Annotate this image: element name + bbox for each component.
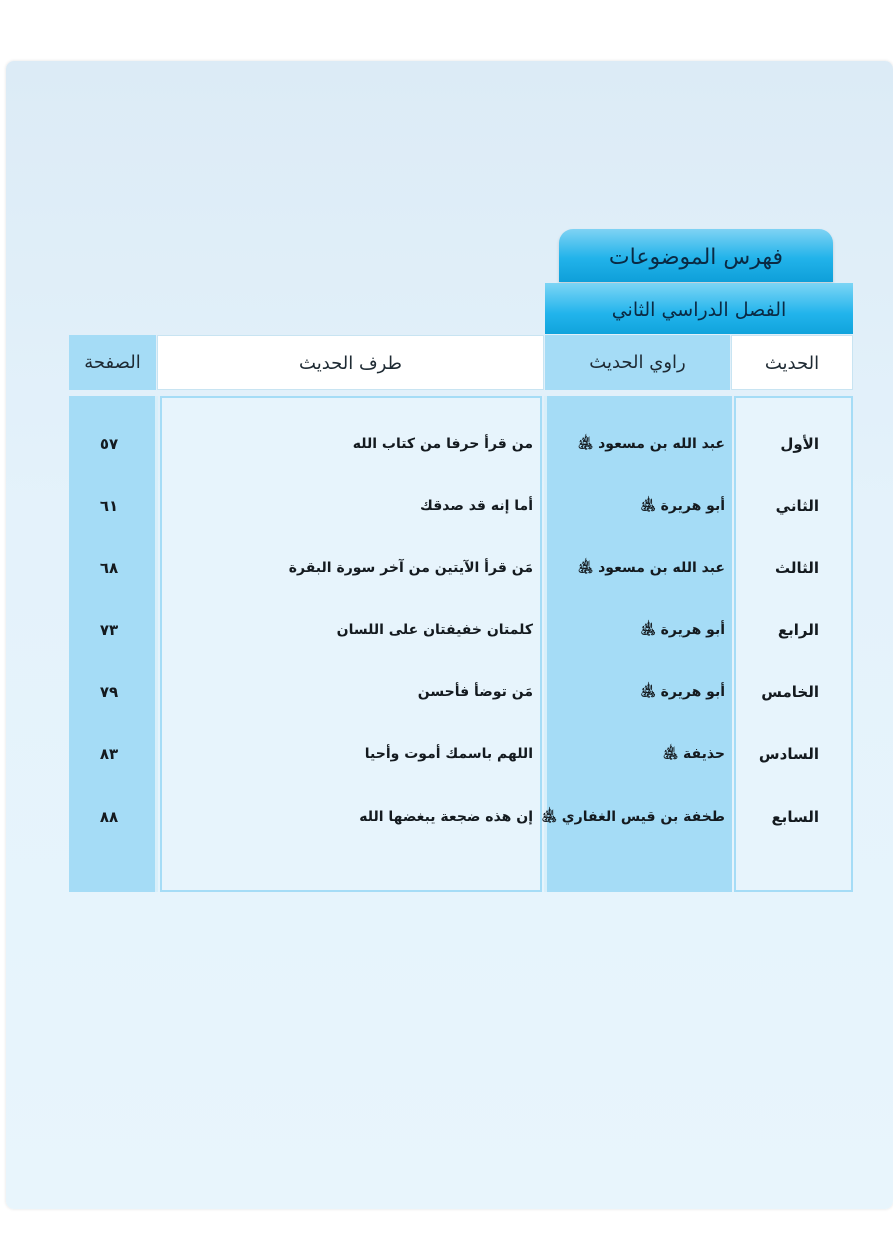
row-page: ٨٣: [99, 745, 119, 763]
row-text-value: مَن توضأ فأحسن: [417, 684, 533, 700]
table-row: [69, 548, 853, 588]
table-row: [69, 424, 853, 464]
row-narrator: طخفة بن قيس الغفاري ﵁: [541, 809, 725, 825]
row-page: ٧٣: [99, 621, 119, 639]
table-row: [69, 610, 853, 650]
semester-label: الفصل الدراسي الثاني: [611, 299, 787, 321]
header-hadith: الحديث: [731, 335, 853, 390]
row-text-value: من قرأ حرفا من كتاب الله: [352, 436, 533, 452]
row-narrator: عبد الله بن مسعود ﵁: [577, 560, 725, 576]
row-page: ٧٩: [99, 683, 119, 701]
row-narrator: أبو هريرة ﵁: [640, 498, 725, 514]
row-hadith: الرابع: [777, 621, 819, 639]
table-row: [69, 797, 853, 837]
header-hadith-text: طرف الحديث: [157, 335, 544, 390]
row-hadith: الخامس: [761, 683, 819, 701]
row-text-value: اللهم باسمك أموت وأحيا: [364, 746, 533, 762]
row-hadith: الثالث: [774, 559, 819, 577]
row-narrator: أبو هريرة ﵁: [640, 622, 725, 638]
row-hadith: السابع: [771, 808, 819, 826]
row-page: ٦١: [99, 497, 119, 515]
table-row: [69, 672, 853, 712]
semester-bar: [545, 283, 853, 334]
row-text-value: مَن قرأ الآيتين من آخر سورة البقرة: [288, 560, 533, 576]
row-text-value: أما إنه قد صدقك: [420, 498, 533, 514]
row-hadith: الثاني: [775, 497, 819, 515]
header-narrator: راوي الحديث: [545, 335, 730, 390]
table-row: [69, 734, 853, 774]
row-narrator: أبو هريرة ﵁: [640, 684, 725, 700]
header-page: الصفحة: [69, 335, 156, 390]
row-hadith: الأول: [780, 435, 819, 453]
row-text-value: إن هذه ضجعة يبغضها الله: [359, 809, 533, 825]
row-page: ٥٧: [99, 435, 119, 453]
row-page: ٨٨: [99, 808, 119, 826]
index-title: فهرس الموضوعات: [608, 245, 784, 270]
index-title-tab: [559, 229, 833, 282]
row-hadith: السادس: [758, 745, 819, 763]
table-row: [69, 486, 853, 526]
row-page: ٦٨: [99, 559, 119, 577]
row-narrator: عبد الله بن مسعود ﵁: [577, 436, 725, 452]
row-text-value: كلمتان خفيفتان على اللسان: [336, 622, 533, 638]
row-narrator: حذيفة ﵁: [662, 746, 725, 762]
